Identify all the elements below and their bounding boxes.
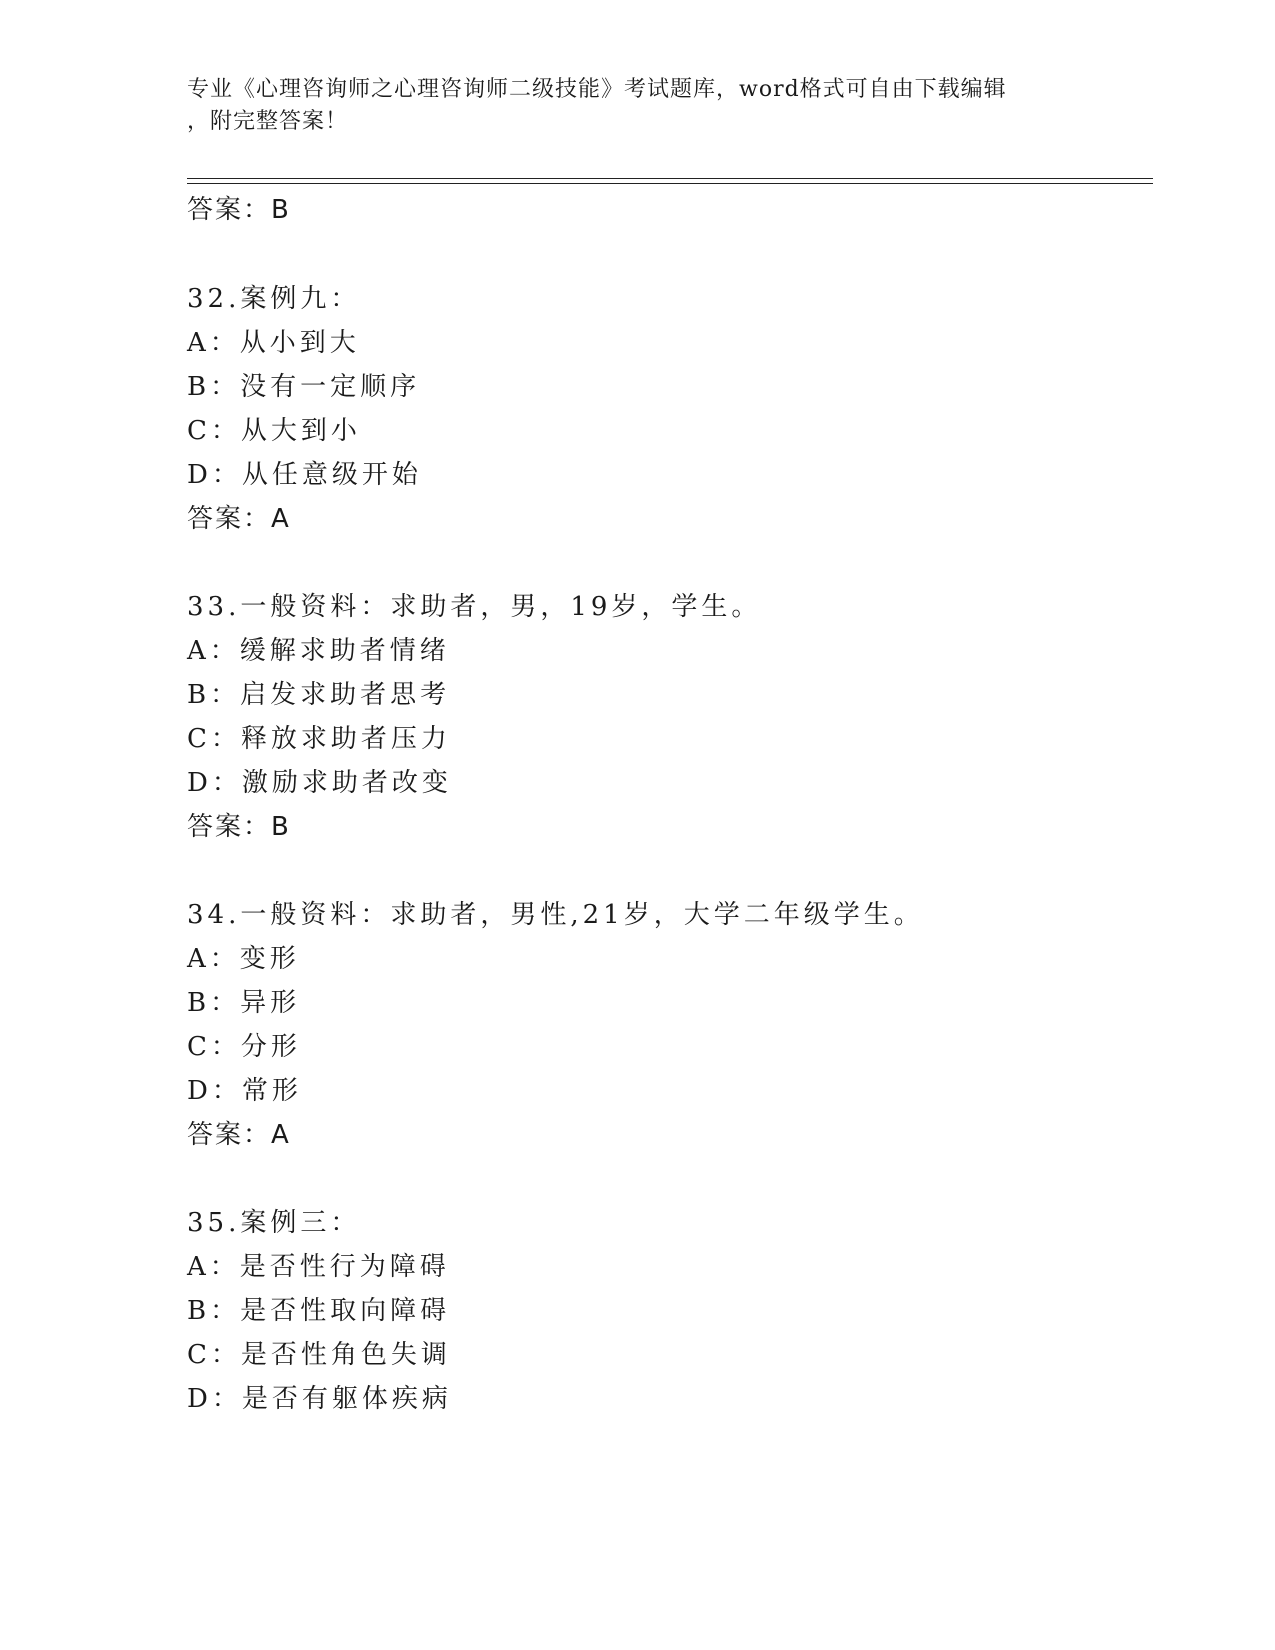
header-rule-top: [187, 178, 1153, 179]
question-option: D：激励求助者改变: [187, 768, 452, 798]
question-stem: 34.一般资料：求助者，男性,21岁，大学二年级学生。: [187, 900, 924, 930]
question-option: A：缓解求助者情绪: [187, 636, 450, 666]
answer-label: 答案：B: [187, 195, 291, 225]
question-option: C：从大到小: [187, 416, 361, 446]
question-option: B：没有一定顺序: [187, 372, 421, 402]
question-option: C：释放求助者压力: [187, 724, 451, 754]
question-option: B：异形: [187, 988, 301, 1018]
answer-label: 答案：A: [187, 504, 291, 534]
question-option: C：是否性角色失调: [187, 1340, 451, 1370]
answer-label: 答案：B: [187, 812, 291, 842]
question-stem: 32.案例九：: [187, 284, 361, 314]
question-option: B：启发求助者思考: [187, 680, 451, 710]
answer-label: 答案：A: [187, 1120, 291, 1150]
question-option: A：是否性行为障碍: [187, 1252, 450, 1282]
question-option: D：从任意级开始: [187, 460, 422, 490]
question-option: B：是否性取向障碍: [187, 1296, 451, 1326]
header-rule-bottom: [187, 183, 1153, 184]
header-line-1: 专业《心理咨询师之心理咨询师二级技能》考试题库，word格式可自由下载编辑: [187, 77, 1007, 102]
question-option: A：从小到大: [187, 328, 360, 358]
question-option: D：常形: [187, 1076, 302, 1106]
question-option: A：变形: [187, 944, 300, 974]
question-stem: 33.一般资料：求助者，男，19岁，学生。: [187, 592, 762, 622]
question-stem: 35.案例三：: [187, 1208, 361, 1238]
document-header: [187, 74, 1087, 138]
header-line-2: ，附完整答案！: [187, 109, 349, 134]
question-option: D：是否有躯体疾病: [187, 1384, 452, 1414]
question-option: C：分形: [187, 1032, 301, 1062]
